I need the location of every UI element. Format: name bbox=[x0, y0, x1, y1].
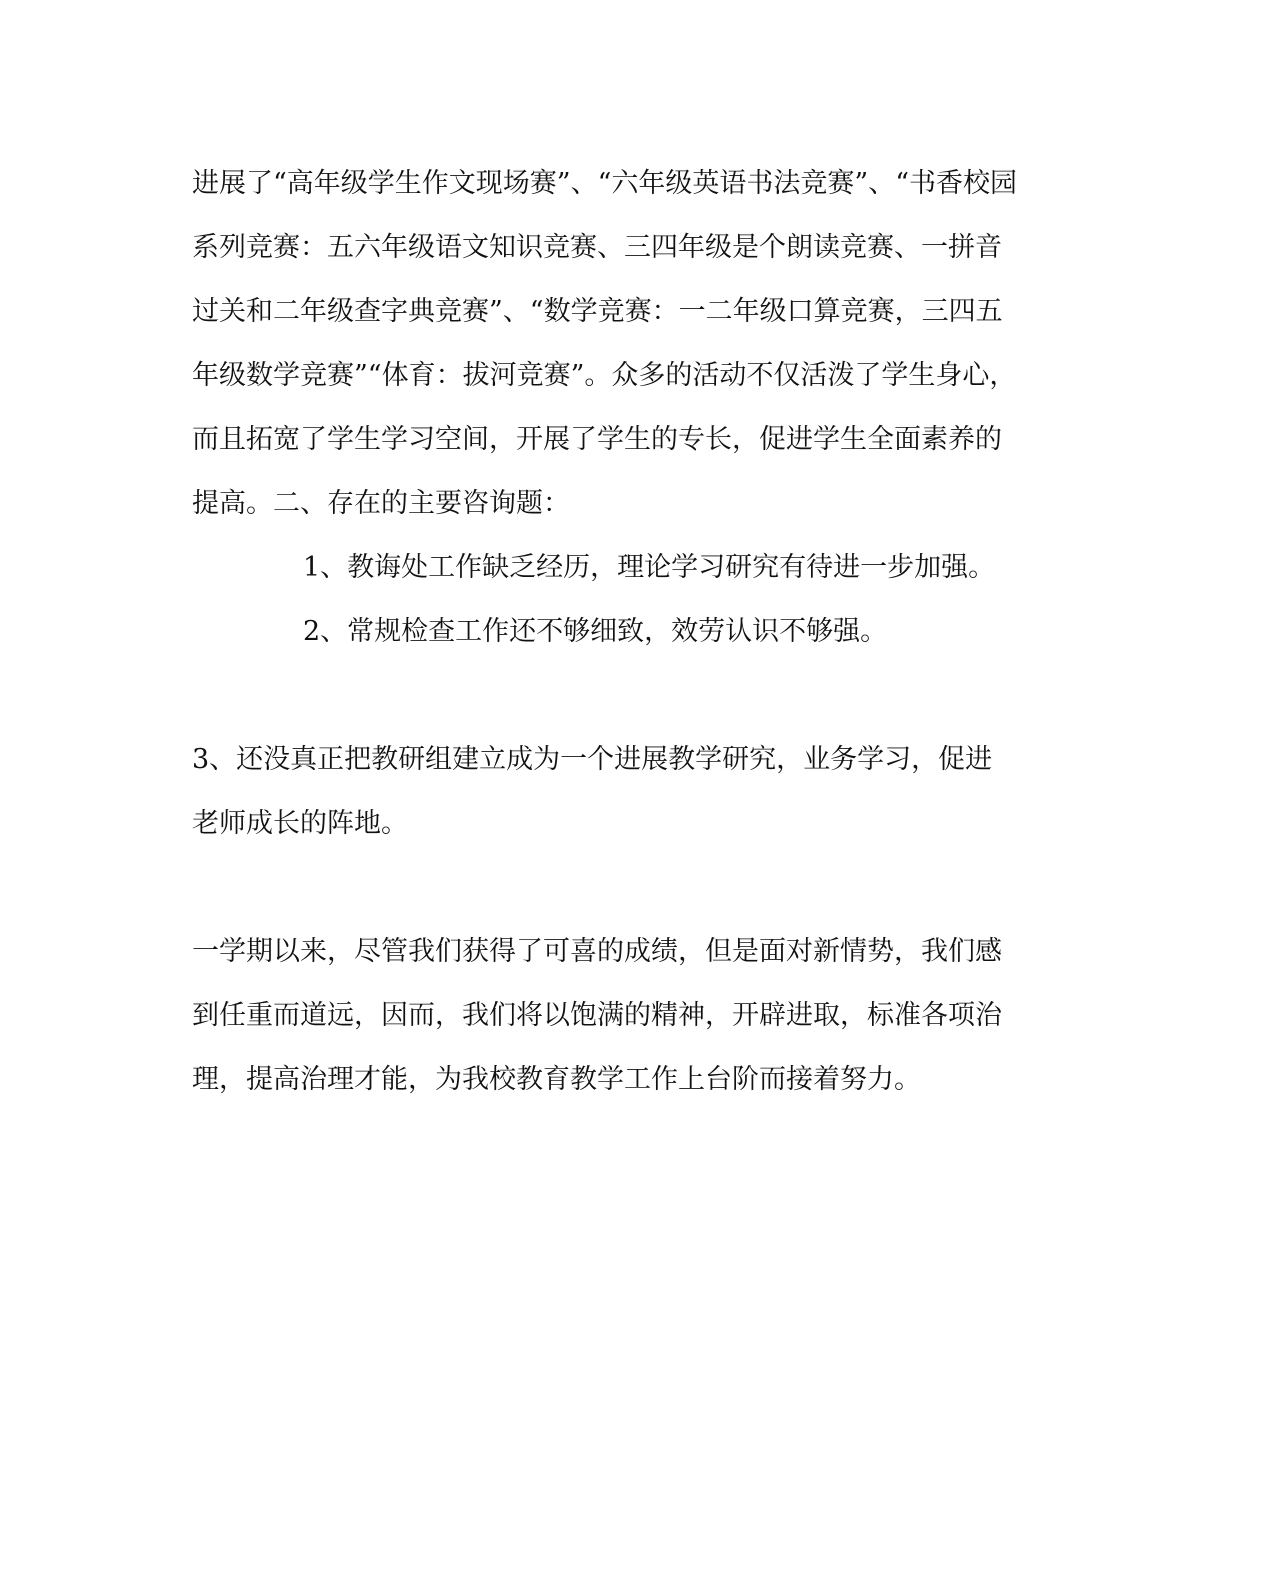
list-item-1: 1、教诲处工作缺乏经历，理论学习研究有待进一步加强。 bbox=[303, 552, 996, 583]
paragraph-1-line-4: 年级数学竞赛”“体育：拔河竞赛”。众多的活动不仅活泼了学生身心， bbox=[192, 360, 1017, 391]
paragraph-1-line-5: 而且拓宽了学生学习空间，开展了学生的专长，促进学生全面素养的 bbox=[192, 424, 1002, 455]
paragraph-1-line-2: 系列竞赛：五六年级语文知识竞赛、三四年级是个朗读竞赛、一拼音 bbox=[192, 232, 1002, 263]
list-item-2: 2、常规检查工作还不够细致，效劳认识不够强。 bbox=[303, 616, 888, 647]
list-item-3-line-2: 老师成长的阵地。 bbox=[192, 808, 408, 839]
closing-paragraph-line-3: 理，提高治理才能，为我校教育教学工作上台阶而接着努力。 bbox=[192, 1064, 921, 1095]
paragraph-1-line-6: 提高。二、存在的主要咨询题： bbox=[192, 488, 570, 519]
closing-paragraph-line-2: 到任重而道远，因而，我们将以饱满的精神，开辟进取，标准各项治 bbox=[192, 1000, 1002, 1031]
closing-paragraph-line-1: 一学期以来，尽管我们获得了可喜的成绩，但是面对新情势，我们感 bbox=[192, 936, 1002, 967]
paragraph-1-line-1: 进展了“高年级学生作文现场赛”、“六年级英语书法竞赛”、“书香校园 bbox=[192, 168, 1018, 199]
list-item-3-line-1: 3、还没真正把教研组建立成为一个进展教学研究，业务学习，促进 bbox=[192, 744, 993, 775]
paragraph-1-line-3: 过关和二年级查字典竞赛”、“数学竞赛：一二年级口算竞赛，三四五 bbox=[192, 296, 1003, 327]
